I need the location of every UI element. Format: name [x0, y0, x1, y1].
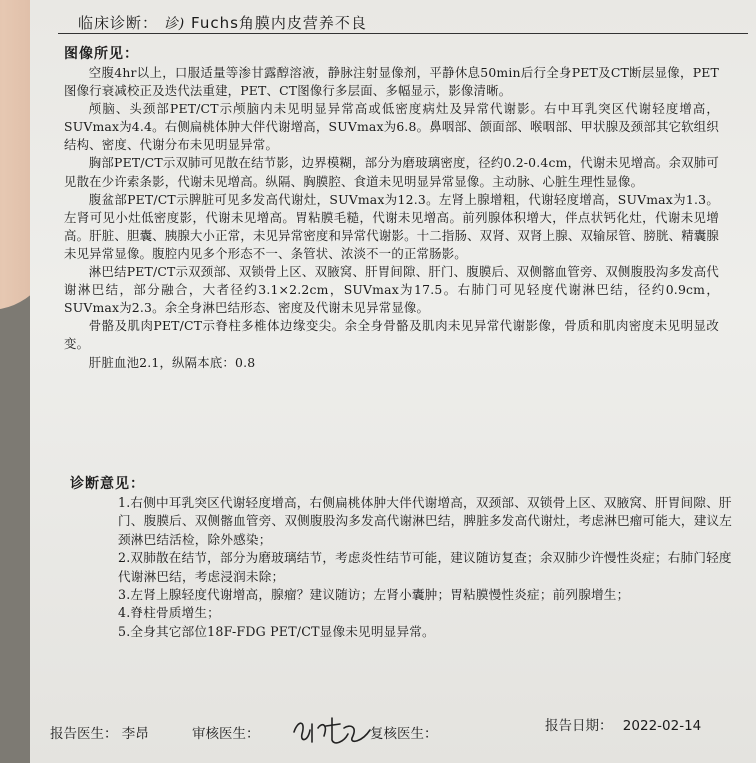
report-date: 2022-02-14 [622, 718, 702, 734]
opinion-list [118, 494, 738, 641]
opinion-title: 诊断意见： [70, 476, 145, 492]
reviewer-label: 审核医生： [192, 726, 260, 742]
findings-title: 图像所见： [64, 46, 139, 62]
opinion-item: 5.全身其它部位18F-FDG PET/CT显像未见明显异常。 [118, 623, 435, 639]
reviewer-signature [288, 712, 378, 752]
divider [58, 33, 748, 34]
findings-paragraph: 腹盆部PET/CT示脾脏可见多发高代谢灶，SUVmax为12.3。左肾上腺增粗，代谢轻度增高，SUVmax为1.3。左肾可见小灶低密度影，代谢未见增高。胃粘膜毛糙，代谢未见增高。前列腺体积增大，伴点状钙化灶，代谢未见增高。肝脏、胆囊、胰腺大小正常，未见异常密度和异常代谢影。十二指肠、双肾、双肾上腺、双输尿管、膀胱、精囊腺未见异常显像。腹腔内见多个形态不一、条管状、浓淡不一的正常肠影。 [64, 191, 719, 261]
reviewer-field [192, 722, 260, 742]
findings-paragraph: 肝脏血池2.1，纵隔本底：0.8 [88, 354, 256, 370]
rechecker-field [370, 722, 438, 742]
findings-paragraph: 胸部PET/CT示双肺可见散在结节影，边界模糊，部分为磨玻璃密度，径约0.2-0.4cm，代谢未见增高。余双肺可见散在少许索条影，代谢未见增高。纵隔、胸膜腔、食道未见明显异常显像。主动脉、心脏生理性显像。 [64, 155, 719, 189]
reporter-name: 李昂 [121, 726, 149, 742]
clinical-diagnosis-label: 临床诊断： [78, 14, 159, 32]
opinion-item: 1.右侧中耳乳突区代谢轻度增高，右侧扁桃体肿大伴代谢增高，双颈部、双锁骨上区、双腋窝、肝胃间隙、肝门、腹膜后、双侧髂血管旁、双侧腹股沟多发高代谢淋巴结，脾脏多发高代谢灶，考虑淋巴瘤可能大，建议左颈淋巴结活检，除外感染； [118, 495, 733, 547]
opinion-item: 4.脊柱骨质增生； [118, 605, 220, 621]
findings-paragraph: 颅脑、头颈部PET/CT示颅脑内未见明显异常高或低密度病灶及异常代谢影。右中耳乳突区代谢轻度增高，SUVmax为4.4。右侧扁桃体肿大伴代谢增高，SUVmax为6.8。鼻咽部、颌面部、喉咽部、甲状腺及颈部其它软组织结构、密度、代谢分布未见明显异常。 [64, 101, 719, 153]
reporter-label: 报告医生： [50, 726, 118, 742]
reporter-field [50, 722, 149, 742]
opinion-item: 2.双肺散在结节，部分为磨玻璃结节，考虑炎性结节可能，建议随访复查；余双肺少许慢性炎症；右肺门轻度代谢淋巴结，考虑浸润未除； [118, 550, 732, 584]
opinion-item: 3.左肾上腺轻度代谢增高，腺瘤？建议随访；左肾小囊肿；胃粘膜慢性炎症；前列腺增生； [118, 587, 630, 603]
findings-paragraph: 骨骼及肌肉PET/CT示脊柱多椎体边缘变尖。余全身骨骼及肌肉未见异常代谢影像，骨质和肌肉密度未见明显改变。 [64, 318, 719, 352]
findings-paragraph: 空腹4hr以上，口服适量等渗甘露醇溶液，静脉注射显像剂，平静休息50min后行全身PET及CT断层显像，PET图像行衰减校正及迭代法重建，PET、CT图像行多层面、多幅显示，影像清晰。 [64, 65, 719, 99]
clinical-diagnosis-line [78, 12, 367, 33]
handwritten-mark: 诊) [163, 16, 186, 32]
findings-paragraph: 淋巴结PET/CT示双颈部、双锁骨上区、双腋窝、肝胃间隙、肝门、腹膜后、双侧髂血管旁、双侧腹股沟多发高代谢淋巴结，部分融合，大者径约3.1×2.2cm，SUVmax为17.5。右肺门可见轻度代谢淋巴结，径约0.9cm，SUVmax为2.3。余全身淋巴结形态、密度及代谢未见异常显像。 [64, 264, 719, 316]
clinical-diagnosis-value: Fuchs角膜内皮营养不良 [191, 14, 367, 32]
report-date-label: 报告日期： [545, 718, 613, 734]
report-page [30, 0, 756, 763]
rechecker-label: 复核医生： [370, 726, 438, 742]
report-date-field [545, 714, 701, 734]
findings-body [64, 64, 719, 372]
